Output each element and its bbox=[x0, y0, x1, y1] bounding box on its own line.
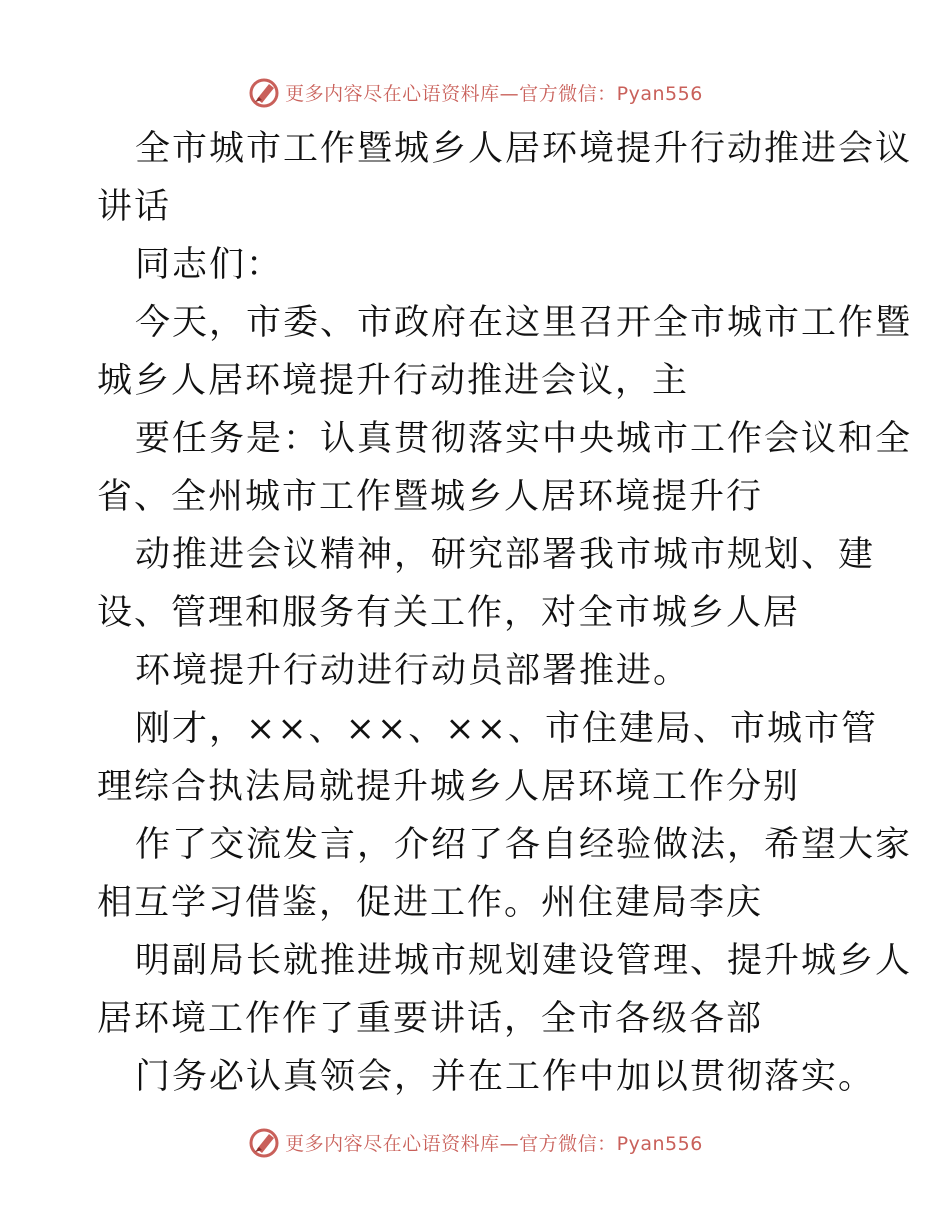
body-line: 居环境工作作了重要讲话，全市各级各部 bbox=[97, 999, 764, 1039]
body-line: 刚才，××、××、××、市住建局、市城市管 bbox=[135, 709, 878, 749]
body-line: 动推进会议精神，研究部署我市城市规划、建 bbox=[135, 535, 876, 575]
document-body bbox=[97, 120, 913, 1106]
body-line: 环境提升行动进行动员部署推进。 bbox=[135, 651, 691, 691]
body-line: 相互学习借鉴，促进工作。州住建局李庆 bbox=[97, 883, 764, 923]
body-line: 作了交流发言，介绍了各自经验做法，希望大家 bbox=[135, 825, 913, 865]
title-line-2: 讲话 bbox=[97, 187, 172, 227]
pen-logo-icon bbox=[247, 75, 281, 109]
body-line: 理综合执法局就提升城乡人居环境工作分别 bbox=[97, 767, 801, 807]
body-line: 要任务是：认真贯彻落实中央城市工作会议和全 bbox=[135, 419, 913, 459]
footer-watermark bbox=[0, 1122, 950, 1162]
title-line-1: 全市城市工作暨城乡人居环境提升行动推进会议 bbox=[135, 129, 913, 169]
body-line: 明副局长就推进城市规划建设管理、提升城乡人 bbox=[135, 941, 913, 981]
body-line: 省、全州城市工作暨城乡人居环境提升行 bbox=[97, 477, 764, 517]
body-line: 今天，市委、市政府在这里召开全市城市工作暨 bbox=[135, 303, 913, 343]
body-line: 门务必认真领会，并在工作中加以贯彻落实。 bbox=[135, 1057, 876, 1097]
watermark-text: 更多内容尽在心语资料库—官方微信：Pyan556 bbox=[285, 1132, 703, 1155]
body-line: 城乡人居环境提升行动推进会议，主 bbox=[97, 361, 690, 401]
salutation: 同志们： bbox=[135, 245, 284, 285]
pen-logo-icon bbox=[247, 1125, 281, 1159]
watermark-text: 更多内容尽在心语资料库—官方微信：Pyan556 bbox=[285, 82, 703, 105]
body-line: 设、管理和服务有关工作，对全市城乡人居 bbox=[97, 593, 801, 633]
header-watermark bbox=[0, 72, 950, 112]
